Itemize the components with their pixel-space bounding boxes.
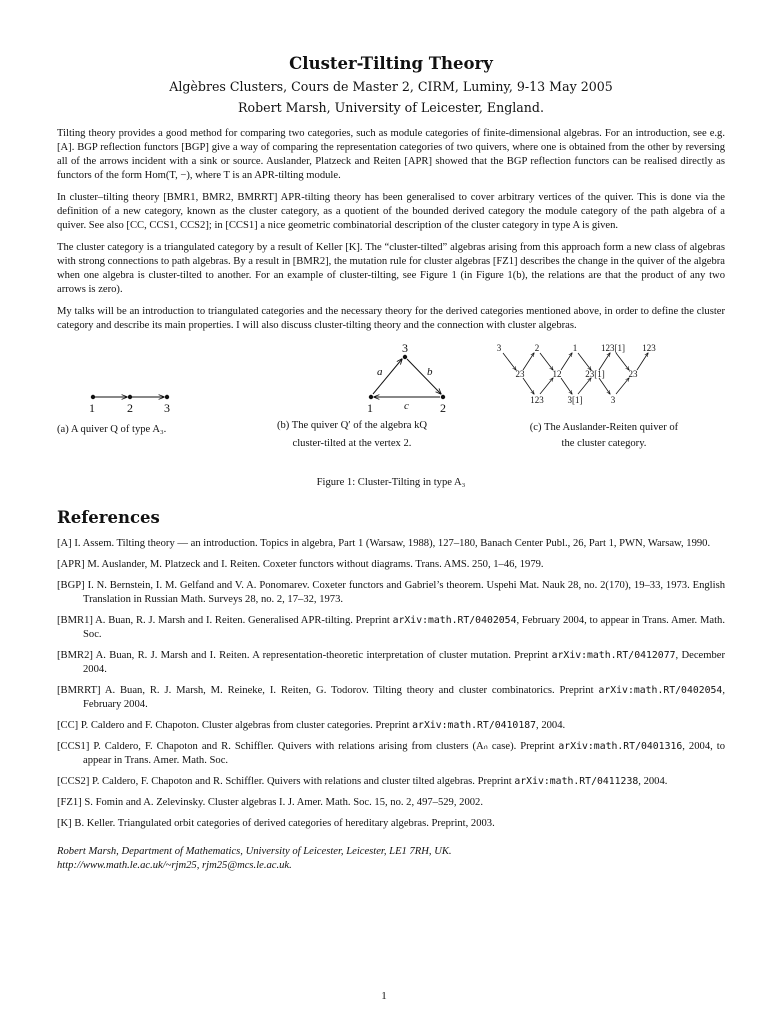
paragraph-3: The cluster category is a triangulated category by a result of Keller [K]. The “cluster-tilted” algebras arising from this approach form a new class of algebras with strong connections to path algebras. By a result in [BMR2], the mutation rule for cluster algebras [FZ1] describes the change in the quiver of the algebra when one algebra is cluster-tilted to another. For an example of cluster-tilting, see Figure 1 (in Figure 1(b), the relations are that the product of any two arrows is zero). (57, 242, 725, 295)
reference-tail: , 2004. (536, 720, 566, 731)
reference-text: A. Buan, R. J. Marsh and I. Reiten. Generalised APR-tilting. Preprint (95, 615, 393, 626)
reference-arxiv-id: arXiv:math.RT/0411238 (514, 776, 639, 787)
quiver-a-label-1: 1 (89, 401, 95, 415)
ar-top-node-5: 123 (642, 343, 656, 353)
reference-key: [BMR2] (57, 650, 93, 661)
reference-key: [CCS1] (57, 741, 90, 752)
reference-key: [BGP] (57, 580, 85, 591)
reference-tail: , February 2004, to appear in Trans. Amer. Math. Soc. (83, 615, 726, 640)
quiver-a-label-2: 2 (127, 401, 133, 415)
reference-item (57, 740, 725, 768)
reference-tail: , December 2004. (83, 650, 725, 675)
figure-1-caption: Figure 1: Cluster-Tilting in type A₃ (316, 477, 466, 488)
reference-text: B. Keller. Triangulated orbit categories of derived categories of hereditary algebras. Preprint, 2003. (74, 818, 495, 829)
reference-arxiv-id: arXiv:math.RT/0412077 (551, 650, 676, 661)
references-heading: References (57, 508, 160, 527)
references-list (57, 537, 725, 831)
reference-text: S. Fomin and A. Zelevinsky. Cluster algebras I. J. Amer. Math. Soc. 15, no. 2, 497–529, 2002. (84, 797, 483, 808)
reference-item (57, 614, 725, 642)
figure-1b-caption-line-2: cluster-tilted at the vertex 2. (292, 438, 412, 449)
ar-middle-node-2: 12 (552, 369, 562, 379)
author-address (57, 845, 725, 873)
quiver-a-vertex-1 (91, 395, 95, 399)
reference-tail: , February 2004. (83, 685, 725, 710)
ar-top-node-2: 2 (534, 343, 540, 353)
reference-arxiv-id: arXiv:math.RT/0410187 (412, 720, 537, 731)
quiver-b-arrow-b (407, 359, 441, 394)
figure-1 (57, 341, 725, 471)
figure-1c-caption-line-2: the cluster category. (561, 438, 647, 449)
quiver-b-vertex-1 (369, 395, 373, 399)
reference-arxiv-id: arXiv:math.RT/0401316 (558, 741, 683, 752)
paragraph-4: My talks will be an introduction to triangulated categories and the necessary theory for the derived categories mentioned above, in order to define the cluster category and describe its main properties. I will also discuss cluster-tilting theory and the connection with cluster algebras. (57, 306, 725, 331)
ar-quiver-labels (497, 343, 657, 405)
reference-arxiv-id: arXiv:math.RT/0402054 (598, 685, 723, 696)
ar-middle-node-3: 23[1] (585, 369, 605, 379)
paragraph-1: Tilting theory provides a good method for comparing two categories, such as module categories of finite-dimensional algebras. For an introduction, see e.g. [A]. BGP reflection functors [BGP] give a way of comparing the representation categories of two quivers, where one is obtained from the other by reversing all of the arrows incident with a sink or source. Auslander, Platzeck and Reiten [APR] showed that the BGP reflection functors can be realised directly as functors of the form Hom(T, −), where T is an APR-tilting module. (57, 128, 725, 181)
quiver-b-vertex-2 (441, 395, 445, 399)
reference-key: [CC] (57, 720, 79, 731)
quiver-a-vertex-2 (128, 395, 132, 399)
reference-text: M. Auslander, M. Platzeck and I. Reiten. Coxeter functors without diagrams. Trans. AMS. 250, 1–46, 1979. (87, 559, 544, 570)
reference-key: [APR] (57, 559, 85, 570)
reference-text: P. Caldero, F. Chapoton and R. Schiffler. Quivers with relations and cluster tilted algebras. Preprint (92, 776, 515, 787)
reference-item (57, 775, 725, 789)
reference-text: P. Caldero and F. Chapoton. Cluster algebras from cluster categories. Preprint (80, 720, 413, 731)
reference-tail: , 2004, to appear in Trans. Amer. Math. Soc. (83, 741, 726, 766)
quiver-a-vertex-3 (165, 395, 169, 399)
ar-top-node-1: 3 (496, 343, 502, 353)
author-homepage-and-email: http://www.math.le.ac.uk/~rjm25, rjm25@mcs.le.ac.uk. (57, 860, 292, 871)
reference-item (57, 796, 725, 810)
paper-title: Cluster-Tilting Theory (289, 54, 493, 73)
paper-subtitle: Algèbres Clusters, Cours de Master 2, CIRM, Luminy, 9-13 May 2005 (169, 79, 613, 94)
page-number: 1 (381, 990, 387, 1002)
figure-1c (483, 341, 725, 451)
quiver-b-diagram (245, 341, 459, 415)
quiver-b-label-1: 1 (367, 401, 373, 415)
ar-middle-node-4: 23 (628, 369, 638, 379)
reference-text: I. N. Bernstein, I. M. Gelfand and V. A. Ponomarev. Coxeter functors and Gabriel’s theorem. Uspehi Mat. Nauk 28, no. 2(170), 19–33, 1973. English Translation in Russian Math. Surveys 28, no. 2, 17–32, 1973. (83, 580, 725, 605)
ar-quiver-arrows (503, 353, 648, 394)
reference-item (57, 719, 725, 733)
reference-item (57, 817, 725, 831)
quiver-a-label-3: 3 (164, 401, 170, 415)
reference-text: I. Assem. Tilting theory — an introduction. Topics in algebra, Part 1 (Warsaw, 1988), 127–180, Banach Center Publ., 26, Part 1, PWN, Warsaw, 1990. (74, 538, 711, 549)
reference-key: [FZ1] (57, 797, 82, 808)
reference-key: [A] (57, 538, 72, 549)
figure-1c-caption-line-1: (c) The Auslander-Reiten quiver of (529, 422, 679, 433)
reference-key: [CCS2] (57, 776, 90, 787)
reference-item (57, 649, 725, 677)
ar-quiver-diagram (483, 341, 725, 419)
ar-bottom-node-2: 3[1] (567, 395, 583, 405)
reference-text: A. Buan, R. J. Marsh and I. Reiten. A representation-theoretic interpretation of cluster mutation. Preprint (95, 650, 552, 661)
reference-text: P. Caldero, F. Chapoton and R. Schiffler. Quivers with relations arising from clusters (Aₙ case). Preprint (93, 741, 559, 752)
reference-text: A. Buan, R. J. Marsh, M. Reineke, I. Reiten, G. Todorov. Tilting theory and cluster combinatorics. Preprint (104, 685, 599, 696)
ar-bottom-node-1: 123 (530, 395, 544, 405)
reference-item (57, 537, 725, 551)
quiver-b-arrow-label-a: a (377, 366, 383, 378)
paper-page (57, 54, 725, 873)
reference-key: [BMRRT] (57, 685, 101, 696)
reference-key: [BMR1] (57, 615, 93, 626)
ar-top-node-4: 123[1] (601, 343, 625, 353)
figure-1a-caption: (a) A quiver Q of type A₃. (57, 424, 167, 435)
reference-tail: , 2004. (638, 776, 668, 787)
ar-bottom-node-3: 3 (610, 395, 616, 405)
author-address-line-1: Robert Marsh, Department of Mathematics, University of Leicester, Leicester, LE1 7RH, UK. (57, 846, 452, 857)
paper-author: Robert Marsh, University of Leicester, England. (238, 100, 544, 115)
paragraph-2: In cluster–tilting theory [BMR1, BMR2, BMRRT] APR-tilting theory has been generalised to cover arbitrary vertices of the quiver. This is done via the definition of a new category, known as the cluster category, as a quotient of the bounded derived category the module category of the path algebra of a quiver. See also [CC, CCS1, CCS2]; in [CCS1] a nice geometric combinatorial description of the cluster category in type A is given. (57, 192, 725, 231)
reference-arxiv-id: arXiv:math.RT/0402054 (392, 615, 517, 626)
figure-1a (57, 341, 237, 437)
quiver-b-arrow-label-c: c (404, 400, 409, 412)
reference-key: [K] (57, 818, 72, 829)
quiver-b-vertex-3 (403, 355, 407, 359)
reference-item (57, 684, 725, 712)
quiver-b-label-3: 3 (402, 341, 408, 355)
quiver-b-label-2: 2 (440, 401, 446, 415)
quiver-a-diagram (57, 341, 237, 415)
figure-1b-caption-line-1: (b) The quiver Q′ of the algebra kQ (276, 420, 428, 431)
ar-middle-node-1: 23 (515, 369, 525, 379)
reference-item (57, 558, 725, 572)
reference-item (57, 579, 725, 607)
quiver-b-arrow-label-b: b (427, 366, 433, 378)
ar-top-node-3: 1 (572, 343, 578, 353)
figure-1b (245, 341, 459, 451)
